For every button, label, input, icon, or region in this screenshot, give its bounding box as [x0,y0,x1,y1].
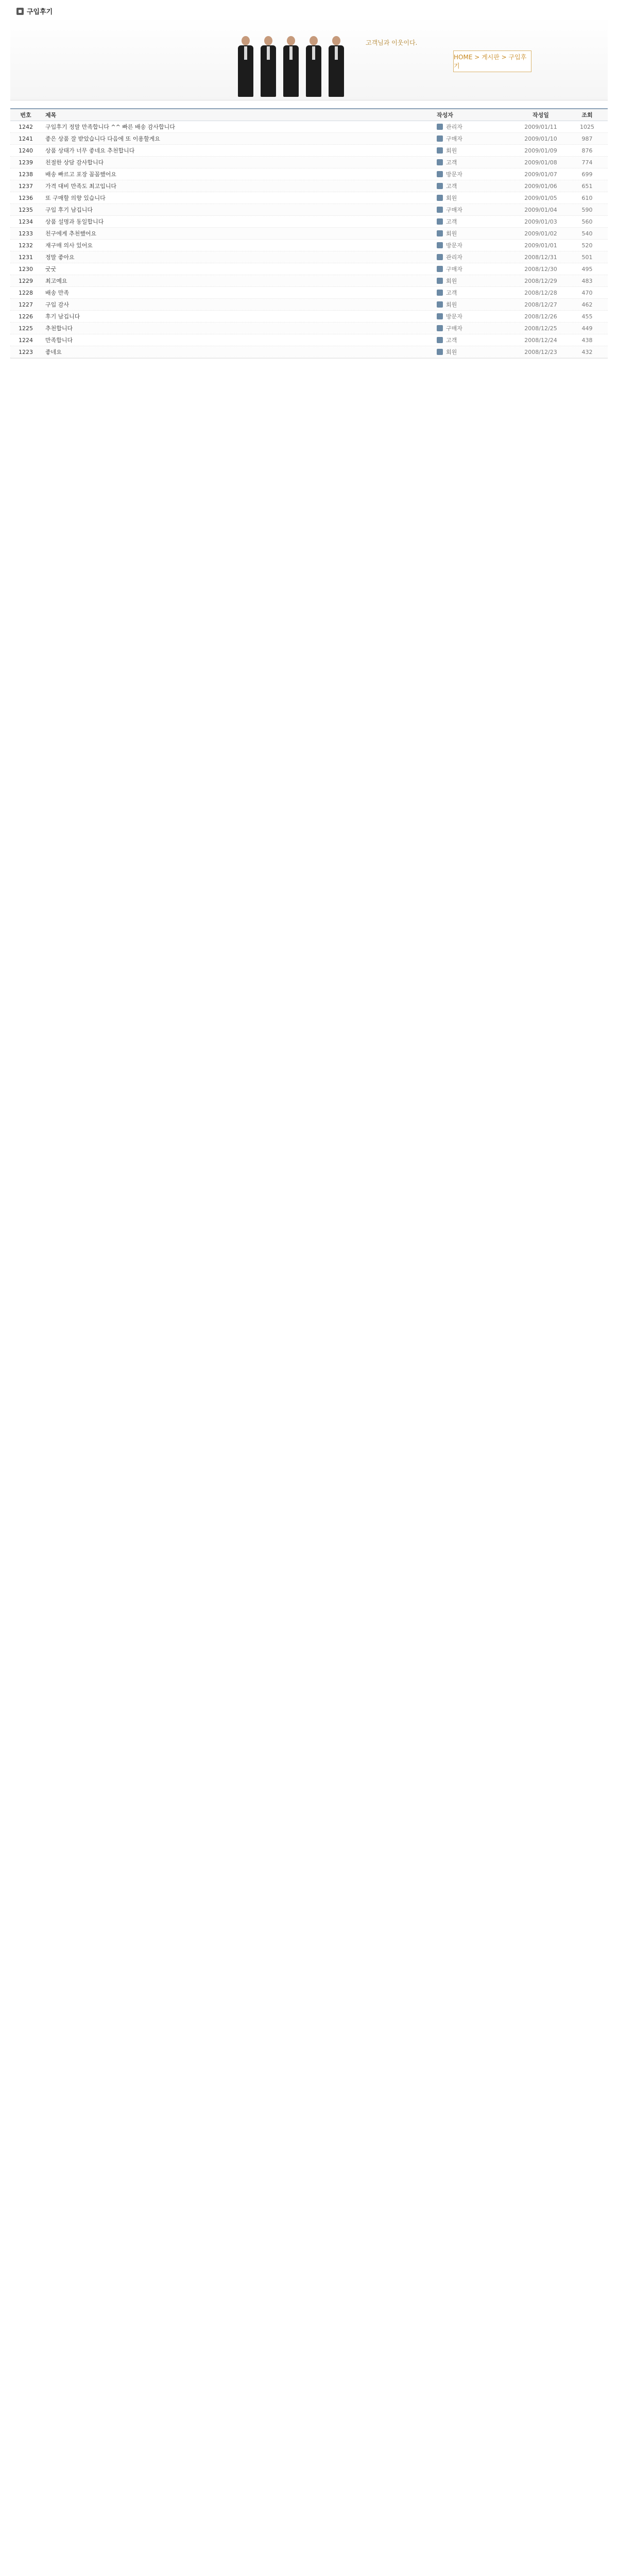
row-subject-link[interactable]: 배송 빠르고 포장 꼼꼼했어요 [45,171,117,178]
row-hits: 774 [581,159,593,166]
row-writer [433,312,515,320]
user-icon [437,313,443,319]
row-writer-name: 회원 [446,230,457,237]
user-icon [437,254,443,260]
row-hits: 560 [581,218,593,225]
row-writer-name: 구매자 [446,135,462,142]
row-writer-name: 회원 [446,278,457,284]
user-icon [437,278,443,284]
table-row [10,133,608,145]
row-writer-name: 방문자 [446,242,462,249]
row-writer-name: 고객 [446,159,457,166]
header-num: 번호 [20,112,31,118]
row-num: 1235 [19,206,33,213]
row-writer-name: 고객 [446,290,457,296]
row-date: 2008/12/29 [524,277,557,284]
person-figure [327,36,346,98]
row-writer-name: 회원 [446,349,457,355]
row-writer [433,241,515,249]
row-subject-link[interactable]: 가격 대비 만족도 최고입니다 [45,183,117,190]
row-hits: 470 [581,289,593,296]
table-row [10,263,608,275]
table-row [10,287,608,299]
row-date: 2009/01/02 [524,230,557,237]
row-subject-link[interactable]: 후기 남깁니다 [45,313,80,320]
person-figure [304,36,323,98]
person-figure [281,36,301,98]
row-num: 1223 [19,348,33,355]
row-subject-link[interactable]: 추천합니다 [45,325,73,332]
row-num: 1242 [19,123,33,130]
row-num: 1236 [19,194,33,201]
breadcrumb-box: HOME > 게시판 > 구입후기 [453,50,531,72]
row-subject-link[interactable]: 친절한 상담 감사합니다 [45,159,104,166]
row-subject-link[interactable]: 굿굿 [45,266,57,273]
row-num: 1224 [19,336,33,344]
banner [10,18,608,100]
row-writer [433,336,515,344]
table-row [10,311,608,323]
table-row [10,299,608,311]
row-hits: 540 [581,230,593,237]
table-header [10,108,608,121]
header-date: 작성일 [533,112,549,118]
row-date: 2008/12/24 [524,336,557,344]
table-row [10,240,608,251]
row-subject-link[interactable]: 배송 만족 [45,290,70,296]
row-date: 2009/01/08 [524,159,557,166]
row-num: 1237 [19,182,33,190]
row-writer [433,289,515,297]
row-subject-link[interactable]: 최고예요 [45,278,67,284]
row-writer-name: 방문자 [446,313,462,320]
row-num: 1229 [19,277,33,284]
header-hits: 조회 [581,112,593,118]
row-num: 1225 [19,325,33,332]
row-writer-name: 회원 [446,147,457,154]
row-date: 2009/01/09 [524,147,557,154]
user-icon [437,159,443,165]
row-writer [433,217,515,226]
row-subject-link[interactable]: 친구에게 추천했어요 [45,230,97,237]
row-writer [433,146,515,155]
row-num: 1228 [19,289,33,296]
row-subject-link[interactable]: 정말 좋아요 [45,254,75,261]
row-date: 2009/01/11 [524,123,557,130]
row-num: 1231 [19,253,33,261]
row-hits: 483 [581,277,593,284]
row-writer [433,348,515,356]
row-subject-link[interactable]: 좋은 상품 잘 받았습니다 다음에 또 이용할게요 [45,135,160,142]
row-num: 1230 [19,265,33,273]
row-date: 2008/12/31 [524,253,557,261]
user-icon [437,124,443,130]
row-writer [433,170,515,178]
row-date: 2008/12/23 [524,348,557,355]
row-writer [433,300,515,309]
row-num: 1241 [19,135,33,142]
row-hits: 432 [581,348,593,355]
table-row [10,323,608,334]
reviews-table [10,108,608,359]
row-num: 1239 [19,159,33,166]
row-hits: 462 [581,301,593,308]
user-icon [437,218,443,225]
table-row [10,180,608,192]
row-subject-link[interactable]: 또 구매할 의향 있습니다 [45,195,106,201]
row-num: 1234 [19,218,33,225]
row-subject-link[interactable]: 구입후기 정말 만족합니다 ^^ 빠른 배송 감사합니다 [45,124,175,130]
row-num: 1240 [19,147,33,154]
row-hits: 449 [581,325,593,332]
row-date: 2008/12/28 [524,289,557,296]
table-row [10,275,608,287]
row-subject-link[interactable]: 구입 감사 [45,301,70,308]
row-num: 1226 [19,313,33,320]
table-row [10,157,608,168]
user-icon [437,242,443,248]
table-row [10,121,608,133]
row-writer [433,253,515,261]
user-icon [437,301,443,308]
row-hits: 987 [581,135,593,142]
person-figure [259,36,278,98]
user-icon [437,349,443,355]
row-date: 2009/01/06 [524,182,557,190]
row-writer-name: 관리자 [446,254,462,261]
banner-tagline: 고객님과 이웃이다. [366,39,418,46]
row-writer-name: 구매자 [446,207,462,213]
row-hits: 590 [581,206,593,213]
user-icon [437,207,443,213]
user-icon [437,135,443,142]
row-date: 2008/12/30 [524,265,557,273]
table-row [10,334,608,346]
row-writer [433,123,515,131]
user-icon [437,147,443,154]
row-date: 2008/12/26 [524,313,557,320]
user-icon [437,171,443,177]
table-row [10,216,608,228]
row-writer-name: 관리자 [446,124,462,130]
row-writer [433,206,515,214]
table-row [10,168,608,180]
user-icon [437,266,443,272]
row-num: 1227 [19,301,33,308]
row-hits: 1025 [580,123,594,130]
row-date: 2009/01/10 [524,135,557,142]
table-row [10,204,608,216]
row-writer [433,194,515,202]
row-date: 2008/12/25 [524,325,557,332]
table-body [10,121,608,359]
header-subject: 제목 [45,112,57,118]
row-date: 2009/01/05 [524,194,557,201]
table-row [10,145,608,157]
row-num: 1232 [19,242,33,249]
row-writer [433,134,515,143]
user-icon [437,195,443,201]
row-subject-link[interactable]: 상품 설명과 동일합니다 [45,218,104,225]
person-figure [236,36,255,98]
table-row [10,251,608,263]
user-icon [437,290,443,296]
row-hits: 455 [581,313,593,320]
staff-group-illustration [227,21,355,98]
row-date: 2009/01/07 [524,171,557,178]
row-subject-link[interactable]: 상품 상태가 너무 좋네요 추천합니다 [45,147,135,154]
row-date: 2009/01/01 [524,242,557,249]
row-writer [433,158,515,166]
user-icon [437,183,443,189]
row-hits: 651 [581,182,593,190]
row-hits: 495 [581,265,593,273]
row-writer-name: 고객 [446,183,457,190]
board-header [10,4,608,102]
row-writer-name: 구매자 [446,325,462,332]
row-hits: 876 [581,147,593,154]
header-writer: 작성자 [437,112,453,118]
row-hits: 610 [581,194,593,201]
row-date: 2008/12/27 [524,301,557,308]
row-writer-name: 회원 [446,195,457,201]
user-icon [437,337,443,343]
row-subject-link[interactable]: 만족합니다 [45,337,73,344]
row-subject-link[interactable]: 구입 후기 남깁니다 [45,207,93,213]
row-writer [433,265,515,273]
row-writer-name: 고객 [446,337,457,344]
row-hits: 520 [581,242,593,249]
user-icon [437,230,443,236]
user-icon [437,325,443,331]
board-title-text: 구입후기 [27,8,53,16]
row-num: 1233 [19,230,33,237]
row-hits: 438 [581,336,593,344]
row-writer [433,229,515,238]
row-writer-name: 방문자 [446,171,462,178]
row-writer [433,324,515,332]
row-subject-link[interactable]: 좋네요 [45,349,62,355]
row-writer-name: 고객 [446,218,457,225]
row-num: 1238 [19,171,33,178]
row-date: 2009/01/03 [524,218,557,225]
table-row [10,346,608,358]
row-writer-name: 회원 [446,301,457,308]
row-writer [433,182,515,190]
row-subject-link[interactable]: 재구매 의사 있어요 [45,242,93,249]
table-row [10,228,608,240]
row-writer [433,277,515,285]
row-writer-name: 구매자 [446,266,462,273]
row-hits: 501 [581,253,593,261]
table-row [10,192,608,204]
row-hits: 699 [581,171,593,178]
board-title [16,6,53,16]
row-date: 2009/01/04 [524,206,557,213]
board-icon [16,8,24,15]
